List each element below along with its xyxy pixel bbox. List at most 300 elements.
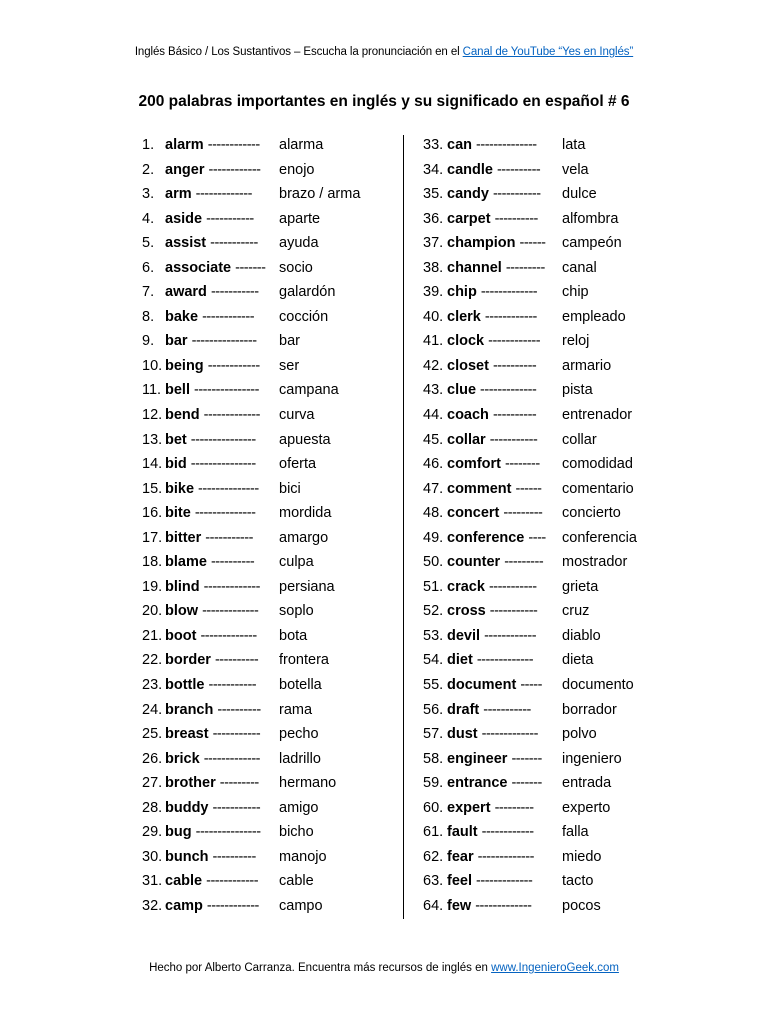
vocab-spanish: bicho — [279, 824, 314, 841]
vocab-number: 36. — [423, 210, 444, 227]
vocab-english — [447, 771, 542, 796]
vocab-number: 15. — [142, 480, 163, 497]
vocab-number: 21. — [142, 627, 163, 644]
vocab-separator: ---------- — [214, 652, 259, 669]
vocab-english-word: camp — [165, 897, 203, 914]
vocab-english-word: bug — [165, 824, 192, 841]
vocab-spanish: reloj — [562, 333, 590, 350]
vocab-english-word: blame — [165, 554, 207, 571]
vocab-separator: ------------ — [206, 873, 259, 890]
vocab-spanish: diablo — [562, 627, 601, 644]
vocab-spanish: polvo — [562, 726, 597, 743]
vocab-spanish: comodidad — [562, 456, 633, 473]
vocab-english-word: bunch — [165, 848, 209, 865]
vocab-english-word: conference — [447, 529, 525, 546]
vocab-english-word: blind — [165, 578, 200, 595]
vocab-english — [165, 256, 265, 281]
vocab-separator: -------------- — [194, 505, 256, 522]
vocab-english-word: carpet — [447, 210, 491, 227]
vocab-separator: ----------- — [210, 235, 258, 252]
vocab-english — [447, 256, 545, 281]
vocab-spanish: cocción — [279, 308, 329, 325]
vocab-english-word: clock — [447, 333, 485, 350]
vocab-english — [447, 820, 534, 845]
vocab-number: 18. — [142, 554, 163, 571]
vocab-english — [447, 158, 540, 183]
vocab-spanish: empleado — [562, 308, 626, 325]
vocab-separator: ------------ — [484, 627, 537, 644]
vocab-spanish: armario — [562, 357, 612, 374]
vocab-separator: --------------- — [191, 333, 257, 350]
vocab-separator: ------- — [511, 750, 542, 767]
vocab-english — [447, 207, 538, 232]
footer-text: Hecho por Alberto Carranza. Encuentra más recursos de inglés en — [149, 962, 492, 974]
vocab-number: 4. — [142, 210, 155, 227]
vocab-english — [447, 747, 542, 772]
vocab-english — [447, 894, 531, 919]
page-footer — [0, 962, 768, 974]
vocab-number: 8. — [142, 308, 155, 325]
vocab-english — [447, 231, 546, 256]
vocab-number: 51. — [423, 578, 444, 595]
vocab-number: 47. — [423, 480, 444, 497]
vocab-spanish: botella — [279, 677, 322, 694]
vocab-separator: ------------- — [481, 726, 538, 743]
vocab-spanish: persiana — [279, 578, 335, 595]
vocab-english-word: buddy — [165, 799, 209, 816]
vocab-english-word: draft — [447, 701, 480, 718]
vocab-separator: ----------- — [212, 799, 261, 816]
vocab-english-word: brick — [165, 750, 200, 767]
vocab-english — [165, 526, 253, 551]
vocab-english-word: associate — [165, 259, 232, 276]
vocab-english — [165, 231, 258, 256]
vocab-number: 42. — [423, 357, 444, 374]
vocab-english-word: branch — [165, 701, 214, 718]
vocab-spanish: socio — [279, 259, 313, 276]
vocab-english-word: bottle — [165, 677, 205, 694]
vocab-number: 11. — [142, 382, 162, 399]
vocab-english — [165, 477, 259, 502]
vocab-english-word: blow — [165, 603, 199, 620]
vocab-english — [447, 845, 534, 870]
vocab-spanish: ladrillo — [279, 750, 321, 767]
vocab-separator: ------ — [515, 480, 542, 497]
vocab-spanish: falla — [562, 824, 589, 841]
vocab-english-word: brother — [165, 775, 216, 792]
vocab-spanish: bota — [279, 627, 308, 644]
vocab-number: 12. — [142, 407, 163, 424]
vocab-number: 58. — [423, 750, 444, 767]
vocab-separator: ---------- — [492, 407, 537, 424]
vocab-spanish: culpa — [279, 554, 314, 571]
vocab-spanish: tacto — [562, 873, 594, 890]
vocab-separator: ---------- — [492, 357, 537, 374]
vocab-separator: ----- — [520, 677, 542, 694]
header-text: Inglés Básico / Los Sustantivos – Escucha la pronunciación en el — [134, 46, 463, 58]
vocab-english-word: devil — [447, 627, 481, 644]
vocab-number: 26. — [142, 750, 163, 767]
vocab-english-word: comment — [447, 480, 512, 497]
vocab-english — [165, 305, 254, 330]
vocab-english — [165, 869, 258, 894]
vocab-number: 46. — [423, 456, 444, 473]
vocab-spanish: brazo / arma — [279, 186, 361, 203]
vocab-separator: ------------ — [208, 161, 261, 178]
vocab-english — [165, 133, 260, 158]
vocab-separator: ------------- — [203, 407, 260, 424]
vocab-english-word: boot — [165, 627, 197, 644]
vocab-number: 55. — [423, 677, 444, 694]
vocab-number: 49. — [423, 529, 444, 546]
vocab-english-word: assist — [165, 235, 207, 252]
vocab-number: 5. — [142, 235, 155, 252]
vocab-english-word: fear — [447, 848, 474, 865]
vocab-english-word: award — [165, 284, 207, 301]
vocab-english — [447, 133, 537, 158]
vocab-english — [165, 452, 256, 477]
vocab-spanish: apuesta — [279, 431, 331, 448]
website-link[interactable]: www.IngenieroGeek.com — [491, 962, 619, 974]
column-divider — [403, 135, 404, 919]
vocab-separator: ------------- — [476, 873, 533, 890]
vocab-english — [447, 182, 541, 207]
vocab-separator: ---------- — [217, 701, 261, 718]
vocab-separator: ----------- — [208, 677, 257, 694]
vocab-number: 14. — [142, 456, 163, 473]
vocab-number: 60. — [423, 799, 444, 816]
vocab-number: 17. — [142, 529, 163, 546]
vocab-separator: --------------- — [190, 456, 256, 473]
vocab-number: 20. — [142, 603, 163, 620]
vocab-english-word: breast — [165, 726, 209, 743]
vocab-spanish: campo — [279, 897, 323, 914]
vocab-english-word: cable — [165, 873, 203, 890]
vocab-separator: --------------- — [190, 431, 256, 448]
vocab-spanish: pocos — [562, 897, 601, 914]
vocab-english-word: collar — [447, 431, 486, 448]
vocab-separator: ---------- — [210, 554, 255, 571]
vocab-english-word: concert — [447, 505, 500, 522]
vocab-number: 62. — [423, 848, 444, 865]
page-title: 200 palabras importantes en inglés y su significado en español # 6 — [138, 93, 630, 110]
vocab-english — [447, 378, 536, 403]
vocab-separator: -------- — [505, 456, 540, 473]
vocab-separator: ------------- — [476, 652, 534, 669]
vocab-spanish: rama — [279, 701, 313, 718]
vocab-english-word: cross — [447, 603, 486, 620]
vocab-number: 52. — [423, 603, 444, 620]
vocab-english — [165, 428, 256, 453]
vocab-number: 56. — [423, 701, 444, 718]
vocab-number: 43. — [423, 382, 444, 399]
vocab-english — [447, 698, 531, 723]
vocab-number: 38. — [423, 259, 444, 276]
vocab-english-word: bet — [165, 431, 187, 448]
vocab-separator: --------- — [494, 799, 534, 816]
vocab-english — [447, 796, 534, 821]
vocab-spanish: pista — [562, 382, 593, 399]
vocab-separator: ------------- — [200, 627, 257, 644]
vocab-english-word: closet — [447, 357, 489, 374]
vocab-english-word: bend — [165, 407, 200, 424]
vocab-number: 53. — [423, 627, 444, 644]
vocab-english — [447, 280, 537, 305]
vocab-spanish: soplo — [279, 603, 314, 620]
vocab-separator: ------------ — [202, 308, 255, 325]
vocab-english — [165, 329, 257, 354]
vocab-spanish: curva — [279, 407, 315, 424]
vocab-spanish: grieta — [562, 578, 599, 595]
vocab-separator: ------------ — [481, 824, 534, 841]
vocab-separator: ----------- — [492, 186, 541, 203]
vocab-english-word: chip — [447, 284, 477, 301]
vocab-english — [165, 207, 254, 232]
vocab-english — [165, 354, 260, 379]
vocab-english-word: few — [447, 897, 472, 914]
vocab-number: 34. — [423, 161, 444, 178]
vocab-english — [447, 329, 540, 354]
vocab-english-word: bitter — [165, 529, 202, 546]
vocab-english-word: entrance — [447, 775, 508, 792]
vocab-english — [165, 722, 260, 747]
vocab-spanish: lata — [562, 137, 586, 153]
vocab-english-word: fault — [447, 824, 478, 841]
vocab-english — [447, 428, 537, 453]
vocab-english — [447, 722, 538, 747]
vocab-english-word: bid — [165, 456, 187, 473]
vocab-english — [447, 550, 543, 575]
vocab-english-word: champion — [447, 235, 516, 252]
vocab-spanish: comentario — [562, 480, 634, 497]
vocab-english-word: clue — [447, 382, 477, 399]
vocab-english — [165, 796, 260, 821]
vocab-number: 33. — [423, 137, 444, 153]
vocab-separator: ------------- — [203, 750, 260, 767]
vocab-english — [447, 599, 537, 624]
vocab-number: 2. — [142, 161, 155, 178]
vocab-number: 23. — [142, 677, 163, 694]
vocab-spanish: mordida — [279, 505, 332, 522]
page-header — [0, 46, 768, 58]
vocab-number: 3. — [142, 186, 155, 203]
vocab-number: 45. — [423, 431, 444, 448]
vocab-spanish: conferencia — [562, 529, 637, 546]
vocab-spanish: campeón — [562, 235, 622, 252]
vocab-separator: ------------- — [202, 603, 259, 620]
vocab-number: 28. — [142, 799, 163, 816]
vocab-number: 25. — [142, 726, 163, 743]
vocab-english-word: crack — [447, 578, 485, 595]
vocab-english — [447, 354, 536, 379]
vocab-separator: --------------- — [194, 382, 259, 399]
vocab-spanish: entrada — [562, 775, 612, 792]
vocab-spanish: chip — [562, 284, 589, 301]
vocab-separator: ----------- — [483, 701, 531, 718]
vocab-english — [165, 550, 254, 575]
vocab-spanish: amargo — [279, 529, 329, 546]
youtube-channel-link[interactable]: Canal de YouTube “Yes en Inglés” — [462, 46, 634, 58]
vocab-spanish: enojo — [279, 161, 315, 178]
vocab-spanish: entrenador — [562, 407, 633, 424]
vocab-spanish: alarma — [279, 137, 324, 153]
vocab-spanish: dieta — [562, 652, 594, 669]
vocab-english-word: can — [447, 137, 472, 153]
vocab-number: 64. — [423, 897, 444, 914]
vocab-separator: ------------- — [195, 186, 252, 203]
vocab-spanish: bici — [279, 480, 301, 497]
vocab-number: 6. — [142, 259, 155, 276]
vocab-number: 19. — [142, 578, 163, 595]
vocab-english-word: engineer — [447, 750, 508, 767]
vocab-number: 41. — [423, 333, 444, 350]
vocab-english — [447, 624, 536, 649]
vocab-english-word: border — [165, 652, 211, 669]
vocab-spanish: ayuda — [279, 235, 319, 252]
vocab-english-word: channel — [447, 259, 502, 276]
vocab-separator: ------------ — [206, 897, 259, 914]
vocab-english — [447, 575, 537, 600]
vocab-english-word: candy — [447, 186, 489, 203]
vocab-separator: ------- — [511, 775, 542, 792]
vocab-number: 10. — [142, 357, 163, 374]
vocab-english-word: alarm — [165, 137, 204, 153]
vocab-english-word: coach — [447, 407, 489, 424]
vocab-spanish: oferta — [279, 456, 317, 473]
vocab-spanish: amigo — [279, 799, 319, 816]
vocab-separator: ------------- — [203, 578, 260, 595]
vocab-separator: ------------ — [488, 333, 541, 350]
vocab-spanish: canal — [562, 259, 597, 276]
vocab-separator: --------- — [504, 554, 544, 571]
vocab-separator: -------------- — [476, 137, 537, 153]
vocab-number: 32. — [142, 897, 163, 914]
vocab-number: 1. — [142, 137, 155, 153]
vocab-number: 22. — [142, 652, 163, 669]
vocab-spanish: frontera — [279, 652, 329, 669]
vocab-english — [165, 182, 252, 207]
vocab-spanish: miedo — [562, 848, 602, 865]
vocab-english — [447, 526, 546, 551]
vocab-number: 40. — [423, 308, 444, 325]
vocab-number: 61. — [423, 824, 444, 841]
vocab-english-word: bar — [165, 333, 188, 350]
vocab-number: 39. — [423, 284, 444, 301]
vocab-english-word: bike — [165, 480, 195, 497]
vocab-spanish: ser — [279, 357, 300, 374]
vocab-separator: ----------- — [212, 726, 261, 743]
vocab-separator: ------------- — [477, 848, 534, 865]
vocab-separator: ---------- — [494, 210, 538, 227]
vocab-separator: ------------- — [480, 382, 537, 399]
vocab-english — [165, 771, 259, 796]
vocab-english — [447, 477, 541, 502]
vocab-english — [447, 403, 536, 428]
vocab-english — [165, 673, 256, 698]
vocab-number: 13. — [142, 431, 163, 448]
vocab-spanish: campana — [279, 382, 339, 399]
vocab-english-word: anger — [165, 161, 205, 178]
vocab-number: 9. — [142, 333, 155, 350]
vocab-english — [447, 648, 533, 673]
vocab-separator: ----------- — [488, 578, 537, 595]
vocab-english — [165, 820, 261, 845]
vocab-english-word: clerk — [447, 308, 481, 325]
vocab-separator: ---------- — [496, 161, 541, 178]
vocab-spanish: cruz — [562, 603, 590, 620]
vocab-separator: --------- — [219, 775, 259, 792]
vocab-english-word: aside — [165, 210, 203, 227]
vocab-english — [447, 501, 542, 526]
vocab-spanish: aparte — [279, 210, 321, 227]
vocab-english-word: candle — [447, 161, 493, 178]
vocab-separator: ----------- — [206, 210, 254, 227]
vocab-english — [165, 599, 258, 624]
vocab-spanish: pecho — [279, 726, 319, 743]
vocab-number: 54. — [423, 652, 444, 669]
vocab-spanish: documento — [562, 677, 634, 694]
vocab-spanish: galardón — [279, 284, 336, 301]
vocab-separator: ------------ — [484, 308, 537, 325]
vocab-separator: ----------- — [489, 603, 538, 620]
vocab-number: 7. — [142, 284, 155, 301]
vocab-separator: ----------- — [489, 431, 538, 448]
vocab-separator: ------ — [519, 235, 546, 252]
vocab-number: 27. — [142, 775, 163, 792]
vocab-number: 16. — [142, 505, 163, 522]
vocab-english — [447, 305, 537, 330]
vocab-number: 24. — [142, 701, 163, 718]
vocab-number: 59. — [423, 775, 444, 792]
vocab-separator: ---------- — [212, 848, 256, 865]
vocab-number: 31. — [142, 873, 163, 890]
vocab-number: 30. — [142, 848, 163, 865]
vocab-spanish: hermano — [279, 775, 337, 792]
vocab-english — [165, 403, 260, 428]
vocab-english — [165, 280, 259, 305]
vocab-spanish: collar — [562, 431, 597, 448]
vocab-spanish: mostrador — [562, 554, 628, 571]
vocab-english — [165, 158, 260, 183]
vocab-number: 35. — [423, 186, 444, 203]
vocab-separator: ----------- — [210, 284, 259, 301]
vocab-separator: --------------- — [195, 824, 261, 841]
vocab-english — [165, 747, 260, 772]
vocab-number: 29. — [142, 824, 163, 841]
vocab-separator: ------------ — [207, 137, 260, 153]
vocab-spanish: experto — [562, 799, 611, 816]
vocab-spanish: ingeniero — [562, 750, 622, 767]
vocab-spanish: dulce — [562, 186, 597, 203]
vocab-english-word: bell — [165, 382, 190, 399]
vocab-separator: ---- — [528, 529, 546, 546]
vocab-english — [447, 673, 542, 698]
vocab-english — [165, 501, 255, 526]
vocab-english — [165, 378, 259, 403]
vocab-separator: ------------- — [475, 897, 532, 914]
vocab-separator: ------------- — [480, 284, 538, 301]
vocab-spanish: vela — [562, 161, 589, 178]
vocab-spanish: borrador — [562, 701, 617, 718]
vocab-english-word: expert — [447, 799, 491, 816]
vocab-english — [165, 845, 256, 870]
vocab-separator: ------- — [235, 259, 266, 276]
vocab-english-word: being — [165, 357, 204, 374]
vocab-separator: ----------- — [205, 529, 253, 546]
vocab-english-word: bite — [165, 505, 191, 522]
vocab-spanish: manojo — [279, 848, 327, 865]
vocab-english-word: diet — [447, 652, 473, 669]
